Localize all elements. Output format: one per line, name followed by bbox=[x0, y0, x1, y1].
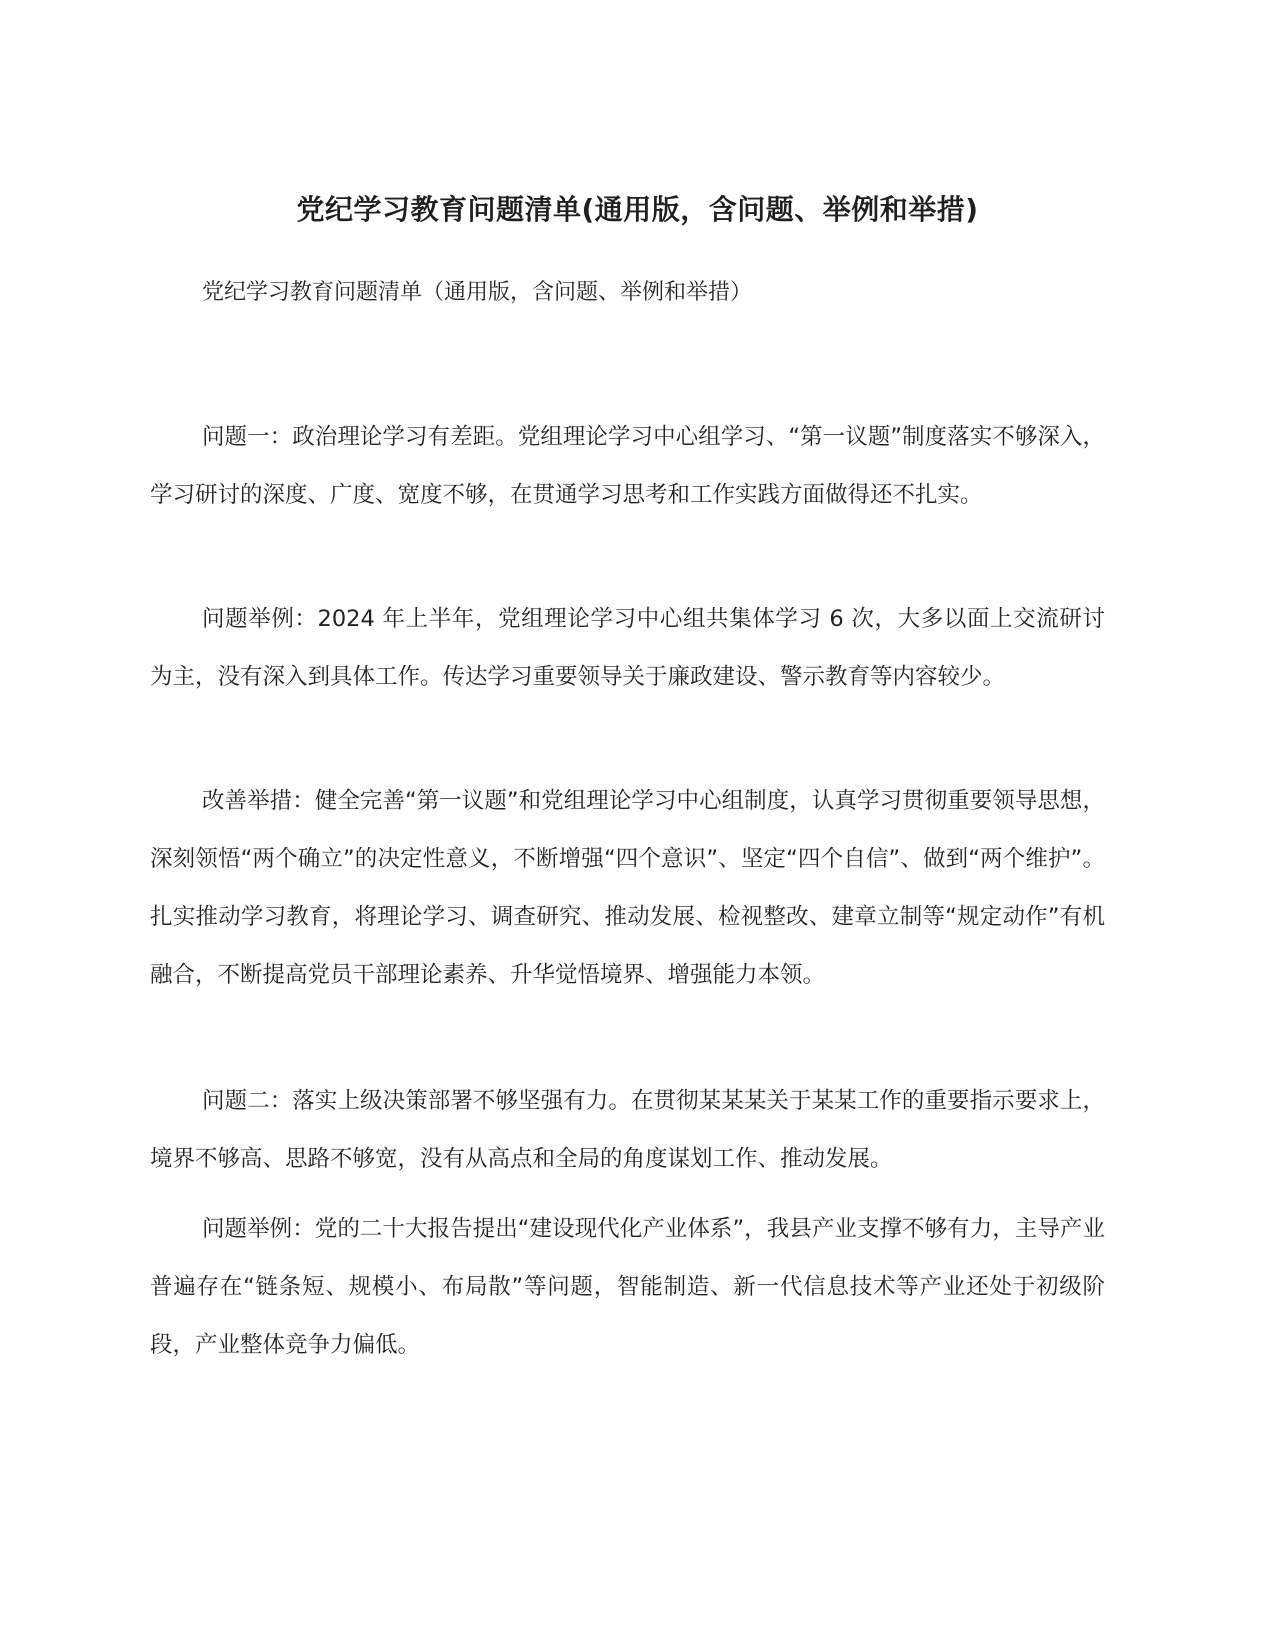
document-title: 党纪学习教育问题清单(通用版，含问题、举例和举措) bbox=[296, 193, 979, 226]
document-subtitle: 党纪学习教育问题清单（通用版，含问题、举例和举措） bbox=[202, 280, 753, 305]
paragraph-example-2: 问题举例：党的二十大报告提出“建设现代化产业体系”，我县产业支撑不够有力，主导产业普遍存在“链条短、规模小、布局散”等问题，智能制造、新一代信息技术等产业还处于初级阶段，产业整体竞争力偏低。 bbox=[150, 1216, 1105, 1358]
paragraph-problem-2: 问题二：落实上级决策部署不够坚强有力。在贯彻某某某关于某某工作的重要指示要求上，境界不够高、思路不够宽，没有从高点和全局的角度谋划工作、推动发展。 bbox=[150, 1088, 1105, 1172]
paragraph-example-1: 问题举例：2024 年上半年，党组理论学习中心组共集体学习 6 次，大多以面上交流研讨为主，没有深入到具体工作。传达学习重要领导关于廉政建设、警示教育等内容较少。 bbox=[150, 606, 1105, 690]
paragraph-problem-1: 问题一：政治理论学习有差距。党组理论学习中心组学习、“第一议题”制度落实不够深入，学习研讨的深度、广度、宽度不够，在贯通学习思考和工作实践方面做得还不扎实。 bbox=[150, 424, 1105, 508]
paragraph-measures-1: 改善举措：健全完善“第一议题”和党组理论学习中心组制度，认真学习贯彻重要领导思想，深刻领悟“两个确立”的决定性意义，不断增强“四个意识”、坚定“四个自信”、做到“两个维护”。扎实推动学习教育，将理论学习、调查研究、推动发展、检视整改、建章立制等“规定动作”有机融合，不断提高党员干部理论素养、升华觉悟境界、增强能力本领。 bbox=[150, 788, 1105, 988]
